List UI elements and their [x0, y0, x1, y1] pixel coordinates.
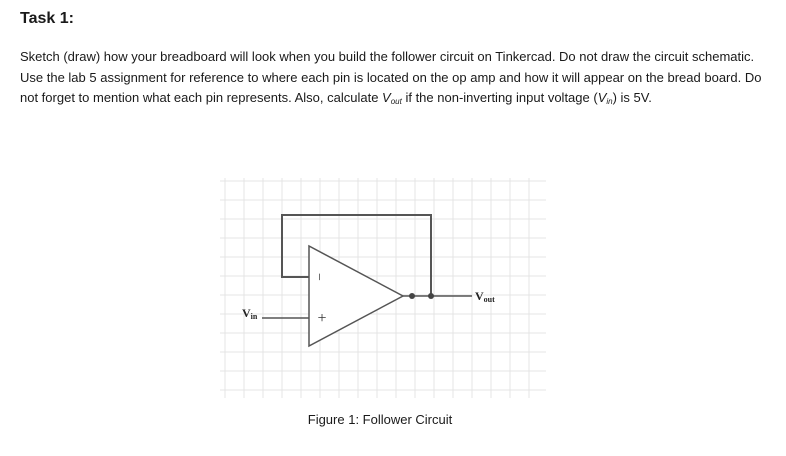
- figure-caption: Figure 1: Follower Circuit: [307, 412, 453, 427]
- vin-label: Vin: [242, 306, 258, 321]
- task-instructions: [20, 47, 770, 113]
- vout-label: Vout: [475, 289, 495, 304]
- output-node-dot-2: [428, 293, 434, 299]
- instructions-part-1: Sketch (draw) how your breadboard will look when you build the follower circuit on Tinkercad. Do not draw the circuit schematic. Use the lab 5 assignment for reference to where each pin is located on the op amp and how it will appear on the bread board. Do not forget to mention what each pin represents. Also, calculate: [20, 49, 762, 105]
- vin-symbol: $V_{in}$: [597, 90, 613, 106]
- vout-symbol: $V_{out}$: [382, 90, 402, 106]
- op-amp-triangle: [309, 246, 403, 346]
- inverting-input-minus: −: [311, 273, 326, 281]
- non-inverting-input-plus: +: [317, 310, 327, 327]
- follower-circuit-diagram: [220, 178, 546, 398]
- instructions-part-3: ) is 5V.: [612, 90, 652, 105]
- task-heading: Task 1:: [20, 10, 74, 27]
- output-node-dot-1: [409, 293, 415, 299]
- instructions-part-2: if the non-inverting input voltage (: [401, 90, 598, 105]
